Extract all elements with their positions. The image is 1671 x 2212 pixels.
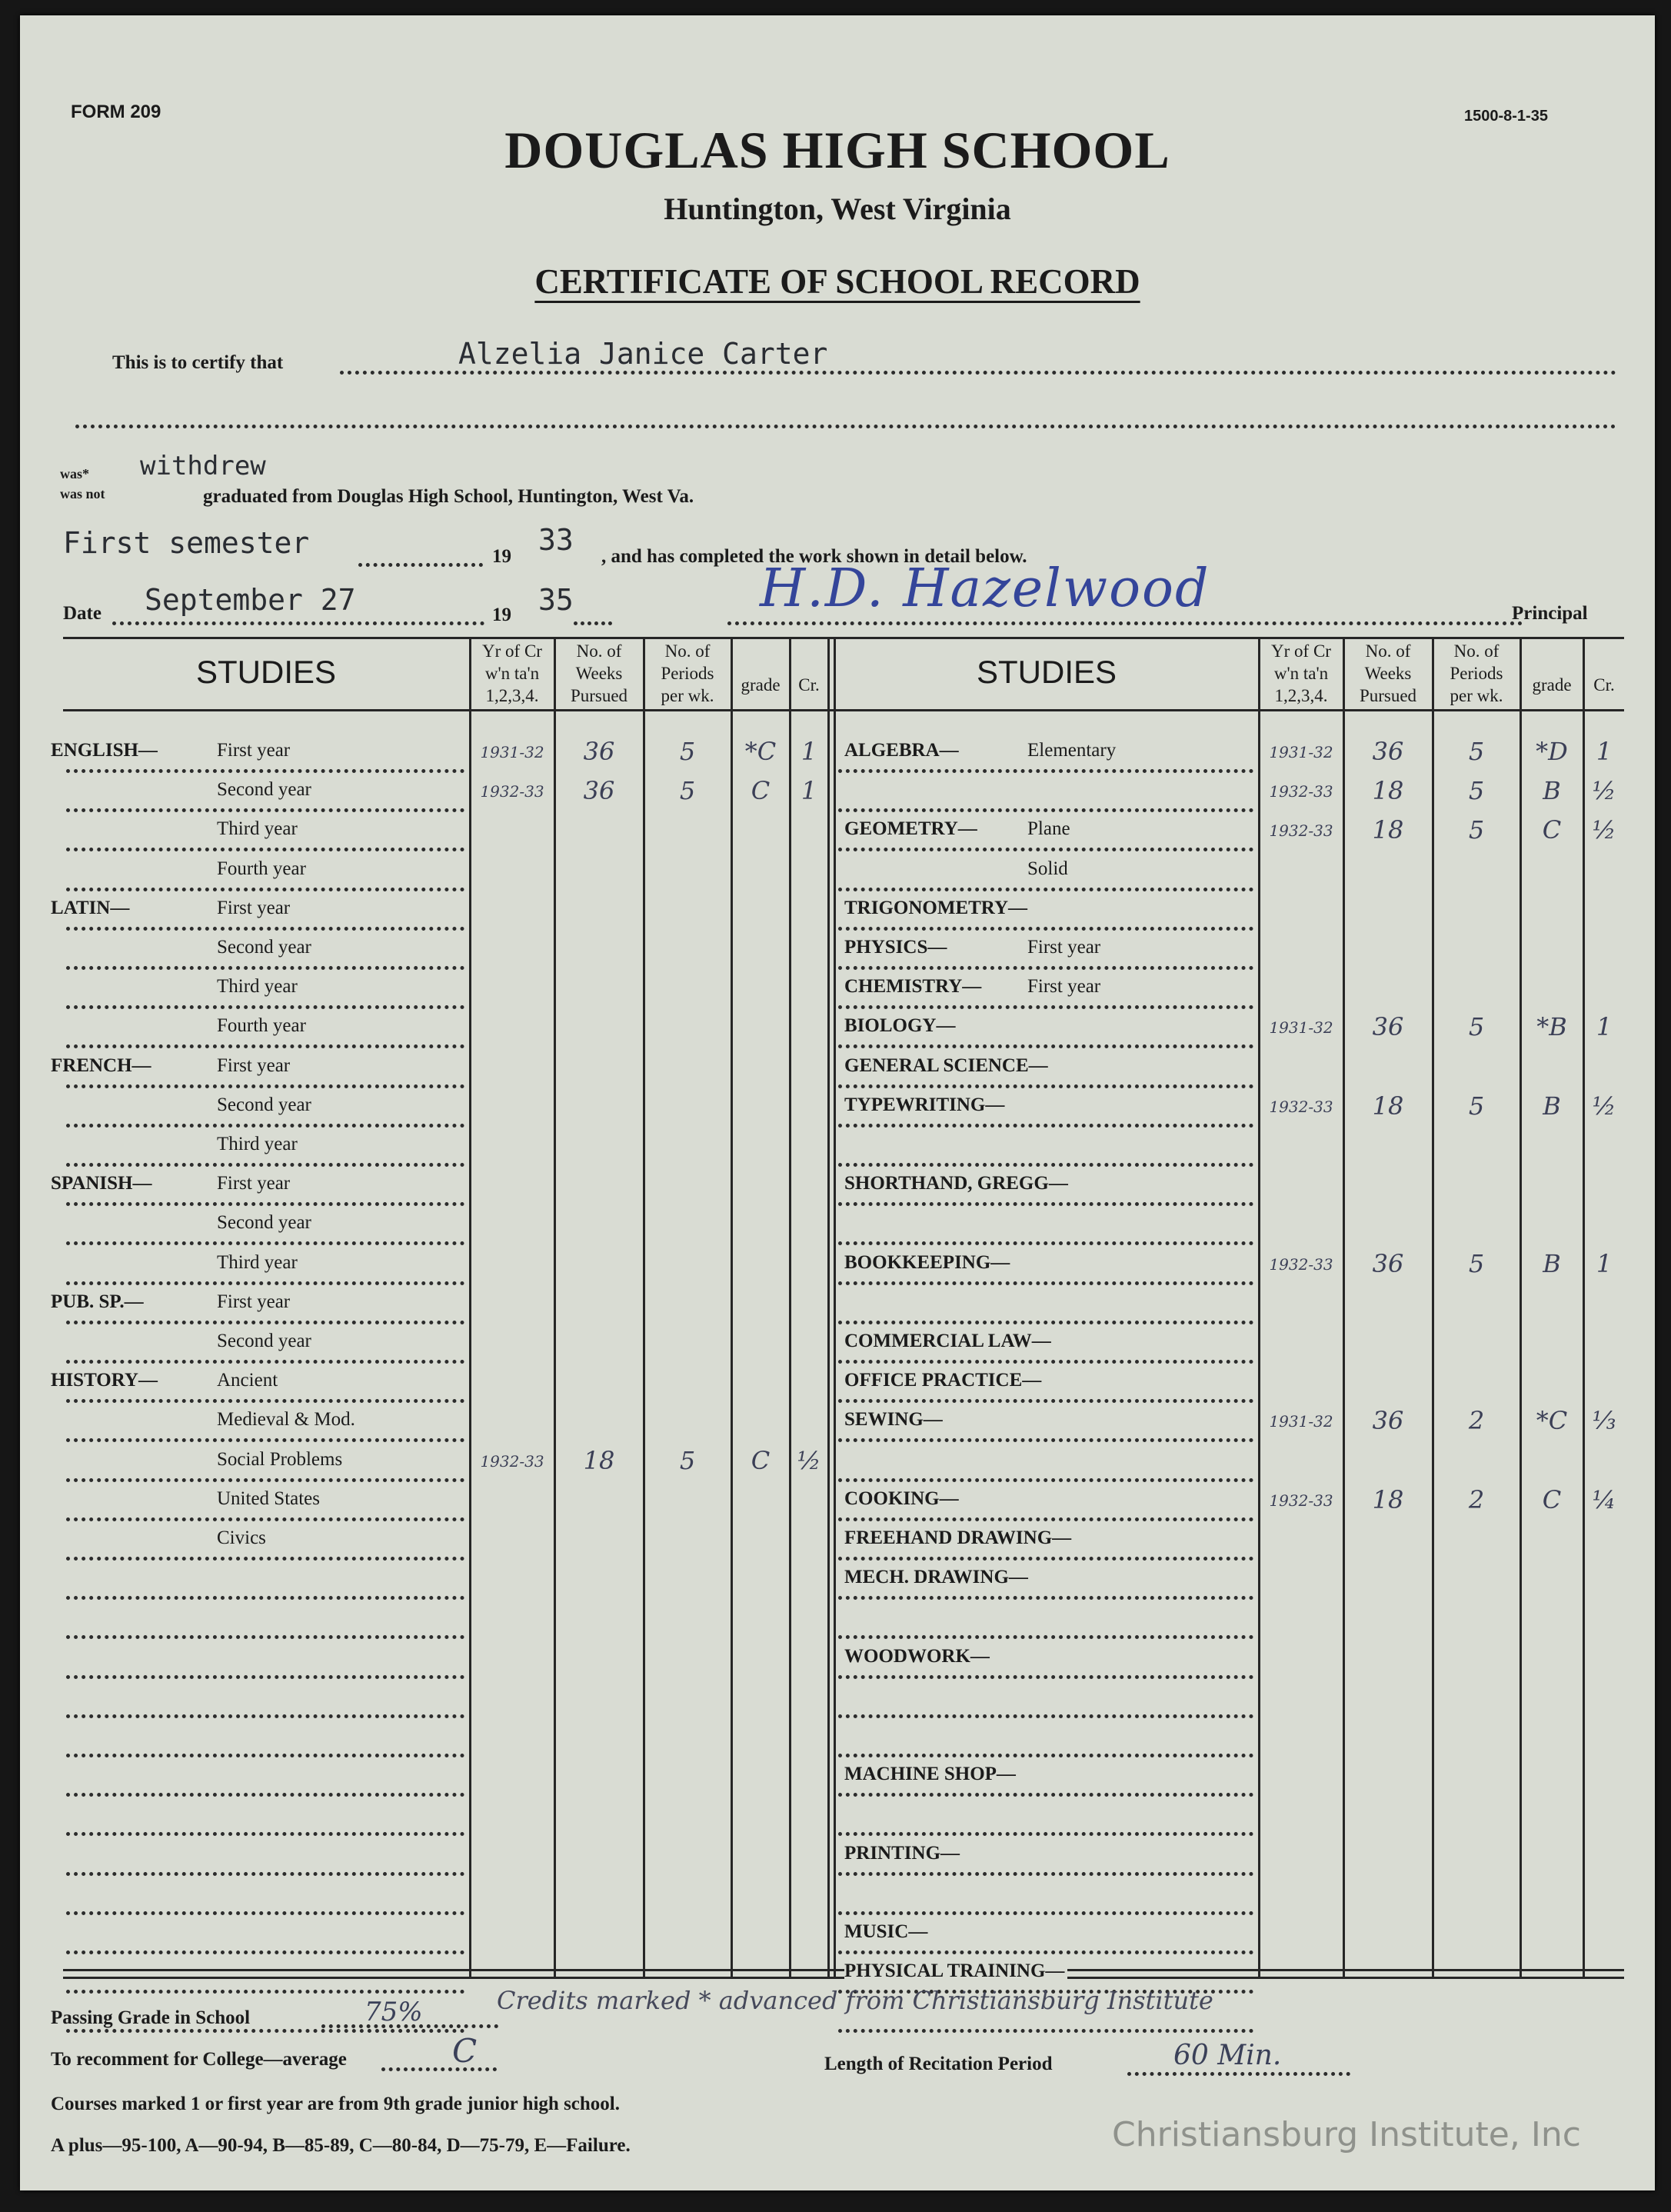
row-dotted-leader-right <box>838 1124 1253 1128</box>
principal-label: Principal <box>1512 603 1588 624</box>
table-top-rule <box>63 637 1624 639</box>
right-course: Solid <box>1024 858 1071 880</box>
row-dotted-leader-right <box>838 1635 1253 1639</box>
date-year: 35 <box>538 583 574 617</box>
row-dotted-leader-left <box>66 1124 464 1128</box>
left-cr-cell: ½ <box>797 1446 821 1475</box>
left-course: Second year <box>214 1094 315 1116</box>
left-course: Social Problems <box>214 1449 345 1471</box>
row-dotted-leader-left <box>66 888 464 891</box>
right-cr-cell: 1 <box>1596 1012 1613 1041</box>
row-dotted-leader-left <box>66 1557 464 1561</box>
left-weeks-cell: 36 <box>583 737 615 766</box>
row-dotted-leader-left <box>66 2029 464 2033</box>
left-course: Second year <box>214 1331 315 1352</box>
header-periods-line1: No. of <box>1453 641 1500 661</box>
right-subject: COOKING— <box>844 1488 962 1510</box>
left-subject: LATIN— <box>51 898 132 919</box>
left-subject: PUB. SP.— <box>51 1291 147 1313</box>
right-cr-cell: ½ <box>1592 776 1616 805</box>
row-dotted-leader-right <box>838 2029 1253 2033</box>
recommend-dotted-line <box>381 2067 497 2071</box>
row-dotted-leader-left <box>66 1281 464 1285</box>
right-subject: PHYSICAL TRAINING— <box>844 1960 1067 1982</box>
right-subject: MUSIC— <box>844 1921 930 1943</box>
right-subject: WOODWORK— <box>844 1646 993 1667</box>
header-weeks-line1: No. of <box>1365 641 1411 661</box>
col-rule-mid-b <box>834 637 836 1977</box>
right-yr-cell: 1932-33 <box>1269 1255 1333 1274</box>
left-cr-cell: 1 <box>801 737 817 766</box>
row-dotted-leader-left <box>66 1438 464 1442</box>
row-dotted-leader-right <box>838 1163 1253 1167</box>
right-subject: BOOKKEEPING— <box>844 1252 1013 1274</box>
left-periods-cell: 5 <box>679 776 696 805</box>
left-course: Second year <box>214 1212 315 1234</box>
right-weeks-cell: 36 <box>1372 737 1404 766</box>
right-grade-cell: B <box>1543 1249 1561 1278</box>
recitation-value: 60 Min. <box>1173 2040 1282 2071</box>
row-dotted-leader-right <box>838 927 1253 931</box>
header-periods-right <box>1433 640 1520 707</box>
right-weeks-cell: 18 <box>1372 1091 1404 1121</box>
header-periods-line3: per wk. <box>661 686 714 705</box>
header-periods-line3: per wk. <box>1450 686 1503 705</box>
row-dotted-leader-left <box>66 848 464 851</box>
right-periods-cell: 5 <box>1468 815 1485 844</box>
row-dotted-leader-right <box>838 1281 1253 1285</box>
right-subject: PRINTING— <box>844 1843 963 1864</box>
right-periods-cell: 5 <box>1468 1249 1485 1278</box>
header-periods-line2: Periods <box>661 664 714 683</box>
row-dotted-leader-left <box>66 1911 464 1915</box>
col-rule-l1 <box>469 637 471 1977</box>
header-year-line1: Yr of Cr <box>1271 641 1331 661</box>
recitation-label: Length of Recitation Period <box>824 2054 1053 2074</box>
student-name: Alzelia Janice Carter <box>458 337 828 371</box>
left-yr-cell: 1932-33 <box>480 782 544 801</box>
left-grade-cell: C <box>751 1446 771 1475</box>
left-yr-cell: 1931-32 <box>480 743 544 761</box>
right-subject: ALGEBRA— <box>844 740 962 761</box>
left-course: Third year <box>214 976 301 998</box>
right-course: First year <box>1024 937 1103 958</box>
row-dotted-leader-left <box>66 1399 464 1403</box>
row-dotted-leader-left <box>66 1832 464 1836</box>
school-name: DOUGLAS HIGH SCHOOL <box>504 121 1170 179</box>
right-grade-cell: C <box>1542 815 1562 844</box>
right-grade-cell: *D <box>1536 737 1568 766</box>
right-yr-cell: 1932-33 <box>1269 782 1333 801</box>
col-rule-mid-a <box>827 637 830 1977</box>
right-subject: MACHINE SHOP— <box>844 1764 1019 1785</box>
credits-note: Credits marked * advanced from Christiansburg Institute <box>497 1986 1213 2015</box>
certify-dotted-line-2 <box>75 425 1616 428</box>
right-periods-cell: 2 <box>1468 1485 1485 1514</box>
right-subject: SEWING— <box>844 1409 946 1431</box>
recommend-value: C <box>452 2032 478 2070</box>
row-dotted-leader-left <box>66 1360 464 1364</box>
col-rule-l5 <box>789 637 791 1977</box>
courses-note: Courses marked 1 or first year are from 9th grade junior high school. <box>51 2094 621 2114</box>
semester-dotted-line <box>358 563 483 567</box>
graduated-text: graduated from Douglas High School, Huntington, West Va. <box>203 486 694 507</box>
header-periods-line1: No. of <box>664 641 711 661</box>
header-year-line2: w'n ta'n <box>484 664 540 683</box>
row-dotted-leader-right <box>838 1754 1253 1757</box>
left-course: First year <box>214 1291 293 1313</box>
certify-dotted-line <box>340 371 1616 375</box>
left-periods-cell: 5 <box>679 1446 696 1475</box>
right-weeks-cell: 36 <box>1372 1012 1404 1041</box>
left-course: First year <box>214 898 293 919</box>
row-dotted-leader-left <box>66 1044 464 1048</box>
col-rule-l4 <box>731 637 733 1977</box>
studies-header-right: STUDIES <box>976 654 1117 690</box>
studies-header-left: STUDIES <box>195 654 337 690</box>
header-weeks-line1: No. of <box>576 641 622 661</box>
left-course: Third year <box>214 818 301 840</box>
left-course: Civics <box>214 1527 269 1549</box>
left-periods-cell: 5 <box>679 737 696 766</box>
principal-signature: H.D. Hazelwood <box>760 558 1210 619</box>
row-dotted-leader-right <box>838 1044 1253 1048</box>
right-subject: BIOLOGY— <box>844 1015 958 1037</box>
left-subject: FRENCH— <box>51 1055 155 1077</box>
row-dotted-leader-right <box>838 1596 1253 1600</box>
row-dotted-leader-right <box>838 1438 1253 1442</box>
row-dotted-leader-left <box>66 808 464 812</box>
right-cr-cell: ½ <box>1592 815 1616 844</box>
passing-grade-value: 75% <box>364 1997 423 2027</box>
row-dotted-leader-left <box>66 1005 464 1009</box>
row-dotted-leader-right <box>838 1832 1253 1836</box>
header-credit-left: Cr. <box>798 675 820 695</box>
row-dotted-leader-left <box>66 769 464 773</box>
row-dotted-leader-left <box>66 1635 464 1639</box>
right-grade-cell: B <box>1543 1091 1561 1121</box>
year-prefix: 19 <box>492 546 511 567</box>
row-dotted-leader-right <box>838 888 1253 891</box>
left-course: Third year <box>214 1252 301 1274</box>
right-course: First year <box>1024 976 1103 998</box>
header-year-left <box>471 640 554 707</box>
left-course: First year <box>214 1173 293 1194</box>
row-dotted-leader-left <box>66 1241 464 1245</box>
row-dotted-leader-right <box>838 808 1253 812</box>
header-grade-right: grade <box>1532 675 1572 695</box>
col-rule-l2 <box>554 637 556 1977</box>
right-subject: GENERAL SCIENCE— <box>844 1055 1051 1077</box>
date-dotted-line <box>112 621 484 625</box>
right-yr-cell: 1931-32 <box>1269 1018 1333 1037</box>
right-cr-cell: 1 <box>1596 737 1613 766</box>
row-dotted-leader-left <box>66 1754 464 1757</box>
left-course: Second year <box>214 779 315 801</box>
school-location: Huntington, West Virginia <box>664 192 1011 226</box>
header-year-line3: 1,2,3,4. <box>485 686 539 705</box>
right-weeks-cell: 36 <box>1372 1249 1404 1278</box>
row-dotted-leader-left <box>66 1793 464 1797</box>
header-year-line1: Yr of Cr <box>482 641 542 661</box>
right-grade-cell: *B <box>1536 1012 1567 1041</box>
left-course: First year <box>214 1055 293 1077</box>
right-subject: OFFICE PRACTICE— <box>844 1370 1044 1391</box>
row-dotted-leader-right <box>838 1517 1253 1521</box>
row-dotted-leader-left <box>66 1675 464 1679</box>
left-course: Fourth year <box>214 1015 309 1037</box>
row-dotted-leader-left <box>66 1084 464 1088</box>
left-weeks-cell: 18 <box>583 1446 615 1475</box>
row-dotted-leader-right <box>838 966 1253 970</box>
right-periods-cell: 5 <box>1468 737 1485 766</box>
left-course: Ancient <box>214 1370 281 1391</box>
right-subject: TRIGONOMETRY— <box>844 898 1030 919</box>
status-typed: withdrew <box>140 451 266 481</box>
row-dotted-leader-right <box>838 1241 1253 1245</box>
table-bottom-rule-2 <box>63 1977 1624 1979</box>
row-dotted-leader-right <box>838 1675 1253 1679</box>
row-dotted-leader-left <box>66 1163 464 1167</box>
left-course: United States <box>214 1488 323 1510</box>
recommend-label: To recomment for College—average <box>51 2049 347 2070</box>
recitation-dotted-line <box>1127 2072 1350 2076</box>
row-dotted-leader-left <box>66 1950 464 1954</box>
row-dotted-leader-right <box>838 1202 1253 1206</box>
right-grade-cell: C <box>1542 1485 1562 1514</box>
right-subject: COMMERCIAL LAW— <box>844 1331 1054 1352</box>
row-dotted-leader-left <box>66 1596 464 1600</box>
header-weeks-line3: Pursued <box>1359 686 1417 705</box>
left-course: Medieval & Mod. <box>214 1409 358 1431</box>
right-weeks-cell: 18 <box>1372 776 1404 805</box>
watermark: Christiansburg Institute, Inc <box>1112 2115 1581 2154</box>
form-number: FORM 209 <box>71 102 161 122</box>
left-course: First year <box>214 740 293 761</box>
right-subject: SHORTHAND, GREGG— <box>844 1173 1071 1194</box>
header-credit-right: Cr. <box>1593 675 1615 695</box>
row-dotted-leader-right <box>838 1557 1253 1561</box>
row-dotted-leader-right <box>838 1911 1253 1915</box>
header-weeks-line3: Pursued <box>570 686 628 705</box>
header-periods-line2: Periods <box>1450 664 1503 683</box>
passing-grade-label: Passing Grade in School <box>51 2007 251 2028</box>
grading-scale: A plus—95-100, A—90-94, B—85-89, C—80-84, D—75-79, E—Failure. <box>51 2135 631 2156</box>
completed-text: , and has completed the work shown in detail below. <box>601 546 1027 567</box>
signature-dotted-line <box>727 621 1523 625</box>
row-dotted-leader-right <box>838 1399 1253 1403</box>
right-cr-cell: 1 <box>1596 1249 1613 1278</box>
date-year-prefix: 19 <box>492 605 511 625</box>
row-dotted-leader-left <box>66 1990 464 1994</box>
row-dotted-leader-left <box>66 927 464 931</box>
right-subject: PHYSICS— <box>844 937 950 958</box>
left-yr-cell: 1932-33 <box>480 1452 544 1471</box>
row-dotted-leader-right <box>838 1005 1253 1009</box>
header-year-right <box>1260 640 1343 707</box>
header-weeks-right <box>1344 640 1432 707</box>
header-weeks-left <box>555 640 643 707</box>
right-yr-cell: 1932-33 <box>1269 821 1333 840</box>
was-label: was* <box>60 466 90 481</box>
header-periods-left <box>644 640 731 707</box>
right-yr-cell: 1932-33 <box>1269 1491 1333 1510</box>
row-dotted-leader-left <box>66 1202 464 1206</box>
row-dotted-leader-right <box>838 848 1253 851</box>
left-course: Second year <box>214 937 315 958</box>
right-grade-cell: B <box>1543 776 1561 805</box>
row-dotted-leader-left <box>66 966 464 970</box>
right-weeks-cell: 18 <box>1372 1485 1404 1514</box>
row-dotted-leader-right <box>838 1084 1253 1088</box>
left-course: Third year <box>214 1134 301 1155</box>
right-periods-cell: 2 <box>1468 1406 1485 1435</box>
row-dotted-leader-right <box>838 1714 1253 1718</box>
right-weeks-cell: 18 <box>1372 815 1404 844</box>
right-periods-cell: 5 <box>1468 1012 1485 1041</box>
row-dotted-leader-right <box>838 1478 1253 1482</box>
row-dotted-leader-left <box>66 1872 464 1876</box>
table-bottom-rule <box>63 1969 1624 1971</box>
certify-label: This is to certify that <box>112 352 284 373</box>
row-dotted-leader-right <box>838 1360 1253 1364</box>
right-cr-cell: ½ <box>1592 1091 1616 1121</box>
year-value: 33 <box>538 523 574 557</box>
right-yr-cell: 1932-33 <box>1269 1098 1333 1116</box>
right-course: Plane <box>1024 818 1074 840</box>
form-code: 1500-8-1-35 <box>1464 108 1548 125</box>
right-course: Elementary <box>1024 740 1119 761</box>
table-header-rule <box>63 709 1624 711</box>
right-subject: TYPEWRITING— <box>844 1094 1007 1116</box>
right-cr-cell: ¼ <box>1592 1485 1616 1514</box>
right-weeks-cell: 36 <box>1372 1406 1404 1435</box>
col-rule-l3 <box>643 637 645 1977</box>
right-cr-cell: ⅓ <box>1592 1406 1616 1435</box>
left-subject: ENGLISH— <box>51 740 161 761</box>
right-periods-cell: 5 <box>1468 776 1485 805</box>
was-not-label: was not <box>60 486 105 501</box>
certificate-paper <box>20 15 1655 2190</box>
right-subject: GEOMETRY— <box>844 818 980 840</box>
left-subject: HISTORY— <box>51 1370 161 1391</box>
row-dotted-leader-left <box>66 1517 464 1521</box>
row-dotted-leader-right <box>838 1872 1253 1876</box>
row-dotted-leader-left <box>66 1714 464 1718</box>
left-subject: SPANISH— <box>51 1173 155 1194</box>
left-grade-cell: C <box>751 776 771 805</box>
date-year-dotted-line <box>574 621 612 625</box>
row-dotted-leader-right <box>838 1793 1253 1797</box>
left-weeks-cell: 36 <box>583 776 615 805</box>
header-weeks-line2: Weeks <box>1364 664 1412 683</box>
row-dotted-leader-left <box>66 1321 464 1324</box>
header-grade-left: grade <box>741 675 781 695</box>
left-grade-cell: *C <box>744 737 777 766</box>
right-yr-cell: 1931-32 <box>1269 1412 1333 1431</box>
right-grade-cell: *C <box>1536 1406 1568 1435</box>
left-cr-cell: 1 <box>801 776 817 805</box>
header-year-line2: w'n ta'n <box>1273 664 1329 683</box>
right-subject: MECH. DRAWING— <box>844 1567 1031 1588</box>
row-dotted-leader-right <box>838 1950 1253 1954</box>
right-subject: CHEMISTRY— <box>844 976 984 998</box>
row-dotted-leader-right <box>838 1321 1253 1324</box>
left-course: Fourth year <box>214 858 309 880</box>
right-yr-cell: 1931-32 <box>1269 743 1333 761</box>
row-dotted-leader-right <box>838 769 1253 773</box>
right-periods-cell: 5 <box>1468 1091 1485 1121</box>
date-value: September 27 <box>145 583 356 617</box>
right-subject: FREEHAND DRAWING— <box>844 1527 1074 1549</box>
semester-value: First semester <box>63 526 310 560</box>
certificate-title: CERTIFICATE OF SCHOOL RECORD <box>534 262 1140 301</box>
header-weeks-line2: Weeks <box>575 664 623 683</box>
row-dotted-leader-left <box>66 1478 464 1482</box>
header-year-line3: 1,2,3,4. <box>1274 686 1328 705</box>
date-label: Date <box>63 603 102 624</box>
